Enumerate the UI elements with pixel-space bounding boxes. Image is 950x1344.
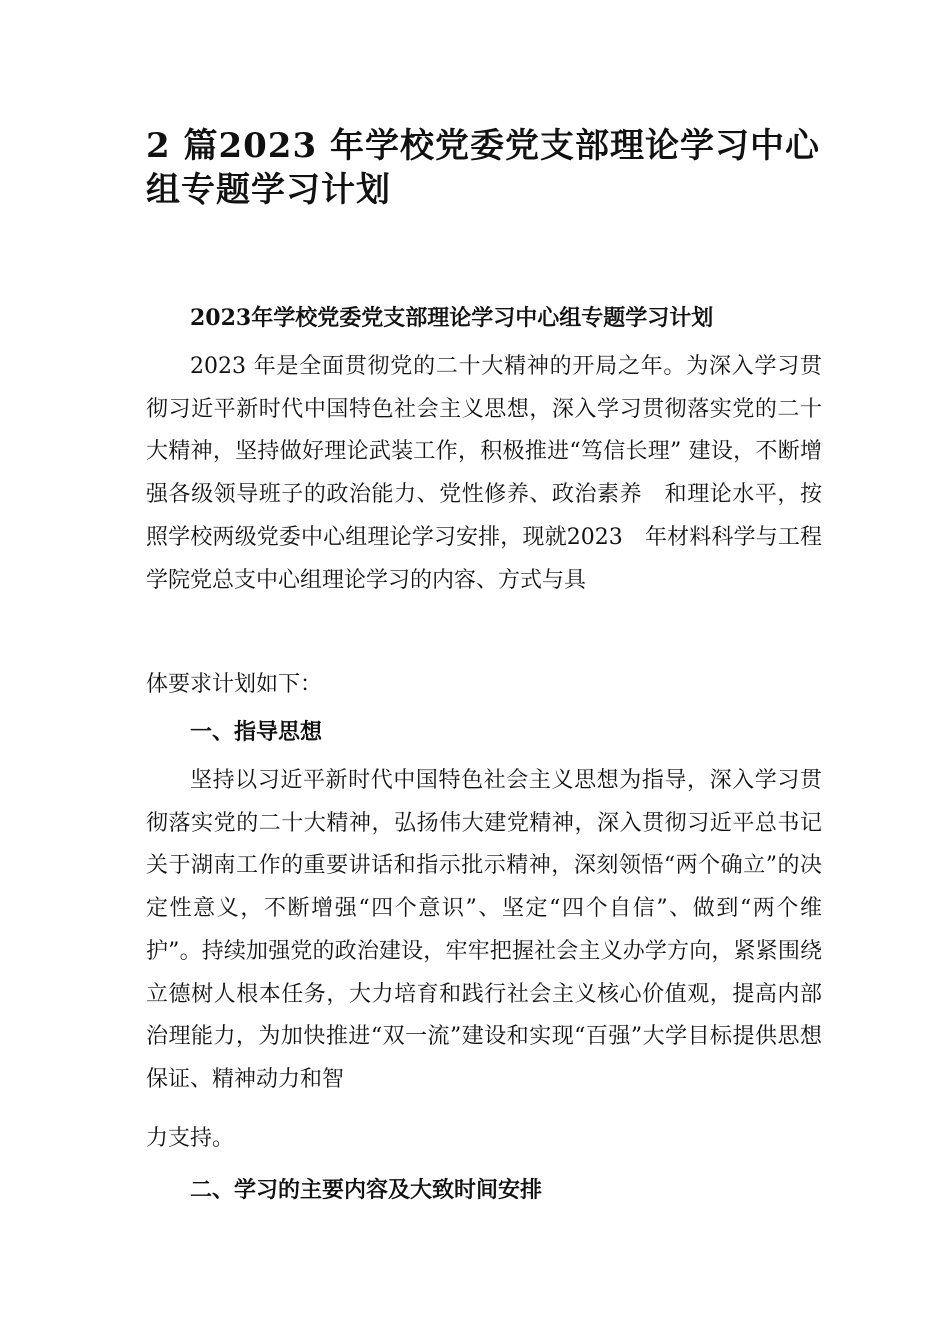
guiding-thought-tail: 力支持。 <box>146 1126 235 1151</box>
plan-subtitle: 2023年学校党委党支部理论学习中心组专题学习计划 <box>190 305 714 331</box>
section-heading-content-schedule: 二、学习的主要内容及大致时间安排 <box>190 1177 543 1203</box>
guiding-thought-paragraph: 坚持以习近平新时代中国特色社会主义思想为指导，深入学习贯彻落实党的二十大精神，弘扬伟大建党精神，深入贯彻习近平总书记关于湖南工作的重要讲话和指示批示精神，深刻领悟“两个确立”的决定性意义，不断增强“四个意识”、坚定“四个自信”、做到“两个维护”。持续加强党的政治建设，牢牢把握社会主义办学方向，紧紧围绕立德树人根本任务，大力培育和践行社会主义核心价值观，提高内部治理能力，为加快推进“双一流”建设和实现“百强”大学目标提供思想保证、精神动力和智 <box>146 768 822 1092</box>
document-title: 2 篇2023 年学校党委党支部理论学习中心组专题学习计划 <box>146 126 820 210</box>
intro-paragraph: 2023 年是全面贯彻党的二十大精神的开局之年。为深入学习贯彻习近平新时代中国特色社会主义思想，深入学习贯彻落实党的二十大精神，坚持做好理论武装工作，积极推进“笃信长理” 建设，不断增强各级领导班子的政治能力、党性修养、政治素养 和理论水平，按照学校两级党委中心组理论学习安排，现就2023 年材料科学与工程学院党总支中心组理论学习的内容、方式与具 <box>146 354 822 593</box>
intro-continued-paragraph: 体要求计划如下： <box>146 672 323 697</box>
section-heading-guiding-thought: 一、指导思想 <box>190 719 323 745</box>
